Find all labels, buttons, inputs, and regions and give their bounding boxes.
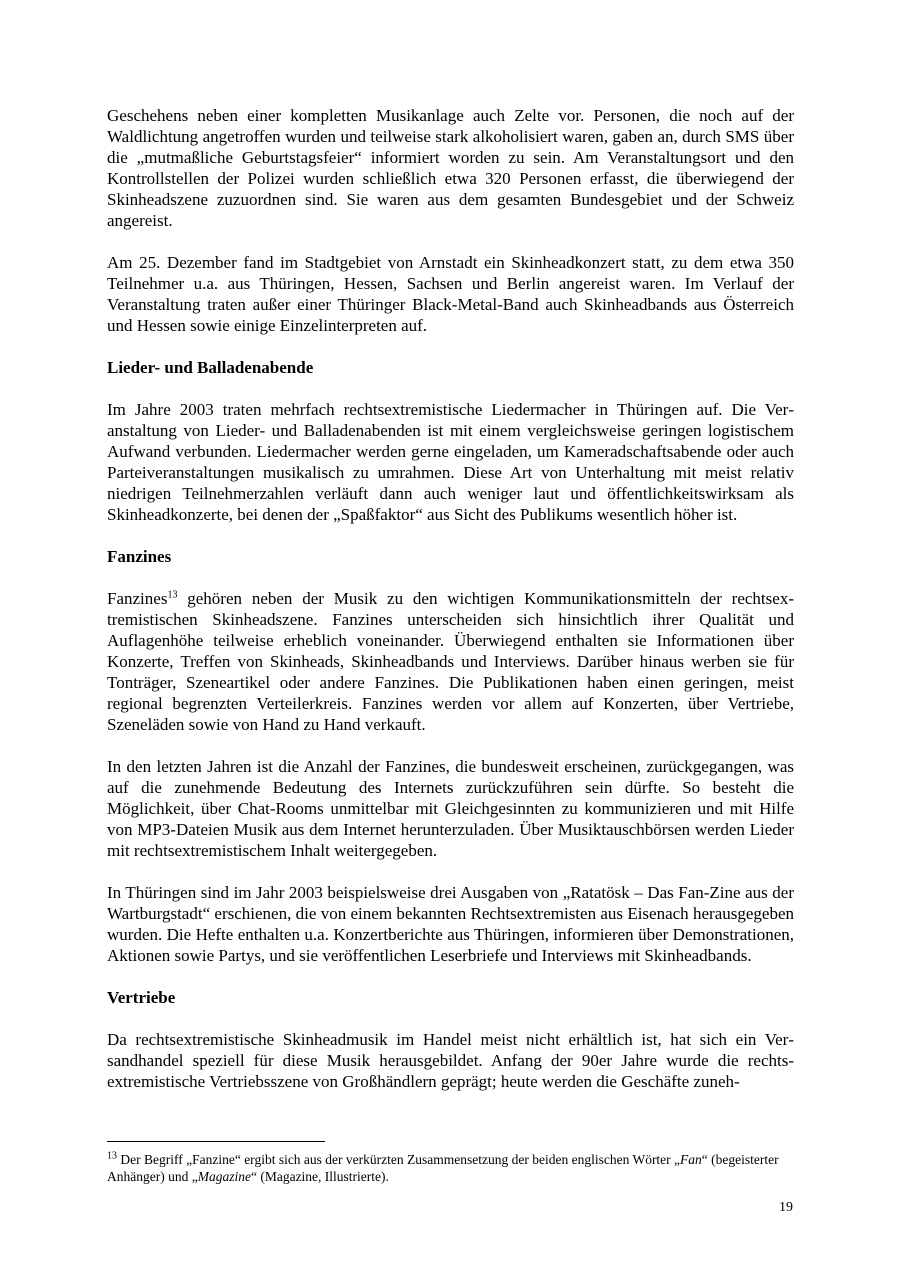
paragraph-fanzines-decline: In den letzten Jahren ist die Anzahl der Fanzines, die bundesweit erscheinen, zurückgegangen, was auf die zunehmende Bedeutung des Internets zurückzuführen sein dürfte. So besteht die Möglichkeit, über Chat-Rooms unmittelbar mit Gleichgesinnten zu kommunizieren und mit Hilfe von MP3-Dateien Musik aus dem Internet herunterzuladen. Über Musiktauschbörsen werden Lieder mit rechtsextremistischem Inhalt weitergegeben. <box>107 757 794 860</box>
paragraph-fanzines-intro <box>107 588 794 735</box>
footnote-text-a: Der Begriff „Fanzine“ ergibt sich aus der verkürzten Zusammensetzung der beiden englischen Wörter „ <box>117 1152 681 1167</box>
paragraph-arnstadt-concert: Am 25. Dezember fand im Stadtgebiet von Arnstadt ein Skinheadkonzert statt, zu dem etwa 350 Teilnehmer u.a. aus Thüringen, Hessen, Sachsen und Berlin angereist waren. Im Verlauf der Veranstaltung traten außer einer Thüringer Black-Metal-Band auch Skinheadbands aus Österreich und Hessen sowie einige Einzelinterpreten auf. <box>107 253 794 335</box>
body-text <box>107 105 794 1113</box>
footnote-text-b: “ (begeisterter Anhänger) und „ <box>107 1152 779 1184</box>
fanzines-intro-text: gehören neben der Musik zu den wichtigen Kommunikationsmitteln der rechtsextremistischen Skinheadszene. Fanzines unterscheiden sich hinsichtlich ihrer Qualität und Auflagenhöhe teilweise erheblich voneinander. Überwiegend enthalten sie Informationen über Konzerte, Treffen von Skinheads, Skinheadbands und Interviews. Darüber hinaus werben sie für Tonträger, Szeneartikel oder andere Fanzines. Die Publikationen haben einen geringen, meist regional begrenzten Verteilerkreis. Fanzines werden vor allem auf Konzerten, über Vertriebe, Szeneläden sowie von Hand zu Hand verkauft. <box>107 589 794 734</box>
footnote-separator <box>107 1141 325 1142</box>
heading-vertriebe: Vertriebe <box>107 988 176 1007</box>
fanzines-lead-word: Fanzines <box>107 589 168 608</box>
heading-fanzines: Fanzines <box>107 547 172 566</box>
page-number: 19 <box>779 1200 793 1215</box>
footnote-term-fan: Fan <box>680 1152 702 1167</box>
footnote-number: 13 <box>107 1150 117 1162</box>
paragraph-festival-report: Geschehens neben einer kompletten Musikanlage auch Zelte vor. Personen, die noch auf der Waldlichtung angetroffen wurden und teilweise stark alkoholisiert waren, gaben an, durch SMS über die „mutmaßliche Geburtstagsfeier“ informiert worden zu sein. Am Veranstaltungsort und den Kontrollstellen der Polizei wurden schließlich etwa 320 Personen erfasst, die überwiegend der Skinheadszene zuzuordnen sind. Sie waren aus dem gesamten Bundesgebiet und der Schweiz angereist. <box>107 106 794 230</box>
paragraph-liedermacher: Im Jahre 2003 traten mehrfach rechtsextremistische Liedermacher in Thüringen auf. Die Veranstaltung von Lieder- und Balladenabenden ist mit einem vergleichsweise geringen logistischem Aufwand verbunden. Liedermacher werden gerne eingeladen, um Kameradschaftsabende oder auch Parteiveranstaltungen musikalisch zu umrahmen. Diese Art von Unterhaltung mit meist relativ niedrigen Teilnehmerzahlen verläuft dann auch weniger laut und öffentlichkeitswirksam als Skinheadkonzerte, bei denen der „Spaßfaktor“ aus Sicht des Publikums wesentlich höher ist. <box>107 400 794 524</box>
footnote-reference: 13 <box>167 589 178 601</box>
footnote-term-magazine: Magazine <box>197 1169 251 1184</box>
paragraph-vertriebe: Da rechtsextremistische Skinheadmusik im Handel meist nicht erhältlich ist, hat sich ein Versandhandel speziell für diese Musik herausgebildet. Anfang der 90er Jahre wurde die rechtsextremistische Vertriebsszene von Großhändlern geprägt; heute werden die Geschäfte zuneh- <box>107 1030 794 1091</box>
footnote <box>107 1151 794 1185</box>
heading-lieder-balladenabende: Lieder- und Balladenabende <box>107 358 314 377</box>
footnote-text-c: “ (Magazine, Illustrierte). <box>250 1169 389 1184</box>
paragraph-ratatosk: In Thüringen sind im Jahr 2003 beispielsweise drei Ausgaben von „Ratatösk – Das Fan-Zine aus der Wartburgstadt“ erschienen, die von einem bekannten Rechtsextremisten aus Eisenach herausgegeben wurden. Die Hefte enthalten u.a. Konzertberichte aus Thüringen, informieren über Demonstrationen, Aktionen sowie Partys, und sie veröffentlichen Leserbriefe und Interviews mit Skinheadbands. <box>107 883 794 965</box>
